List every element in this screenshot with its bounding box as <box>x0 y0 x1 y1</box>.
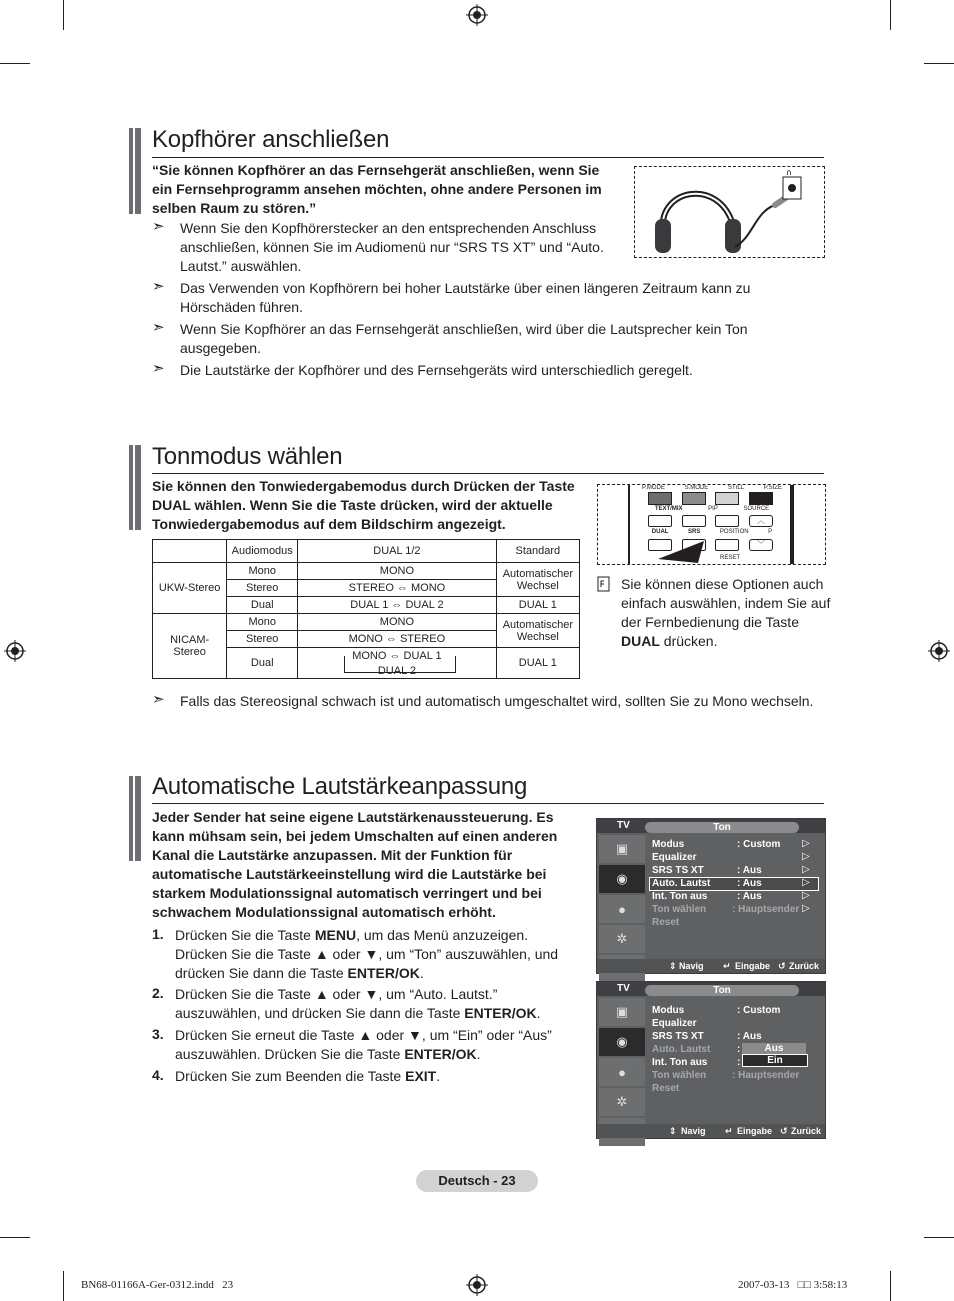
step-part: . <box>536 1005 541 1021</box>
note-text: Falls das Stereosignal schwach ist und automatisch umgeschaltet wird, sollten Sie zu Mono wechseln. <box>180 693 814 709</box>
navig-icon: ⇕ <box>669 1126 677 1136</box>
crop-mark <box>0 1237 30 1238</box>
step-part: , um das Menü anzuzeigen. Drücken Sie die Taste ▲ oder ▼, um “Ton” auszuwählen, und drücken Sie dann die Taste <box>175 927 559 981</box>
remote-label: S.MODE <box>684 485 709 491</box>
table-cell: MONO ⇔ STEREO <box>298 631 497 648</box>
crop-mark <box>890 1271 891 1301</box>
remote-label: RESET <box>720 555 741 561</box>
registration-mark-icon <box>4 640 26 662</box>
step-key: ENTER/OK <box>464 1005 537 1021</box>
table-cell: DUAL 1 <box>496 597 579 614</box>
osd-tv-label: TV <box>617 983 630 994</box>
remote-label: POSITION <box>719 529 749 535</box>
tip-note-icon <box>597 576 610 592</box>
osd-footer-label: Eingabe <box>737 1126 773 1136</box>
enter-icon: ↵ <box>725 1126 733 1136</box>
arrow-icon: ➣ <box>152 319 165 336</box>
osd-tv-label: TV <box>617 820 630 831</box>
source-key[interactable] <box>715 515 739 527</box>
remote-label: P.SIZE <box>763 485 782 491</box>
step-key: ENTER/OK <box>404 1046 477 1062</box>
osd-row-value: : Custom <box>737 839 781 850</box>
section-title-tonmodus: Tonmodus wählen <box>152 443 343 470</box>
step-part: Drücken Sie die Taste ▲ oder ▼, um “Auto. Lautst.” auszuwählen, und drücken Sie dann die Taste <box>175 986 498 1021</box>
table-cell: Automatischer Wechsel <box>496 563 579 597</box>
title-rule <box>152 473 824 474</box>
pmode-key[interactable] <box>648 492 672 505</box>
osd-footer <box>597 959 825 973</box>
remote-label: SRS <box>688 529 701 535</box>
osd-option-aus[interactable]: Aus <box>742 1043 806 1054</box>
psize-key[interactable] <box>749 492 773 505</box>
table-cell: NICAM-Stereo <box>153 614 227 679</box>
table-cell: UKW-Stereo <box>153 563 227 614</box>
print-timestamp: 2007-03-13 □□ 3:58:13 <box>738 1279 848 1291</box>
remote-label: P <box>768 529 773 535</box>
step-text <box>175 1067 575 1086</box>
osd-footer-label: Zurück <box>789 961 820 971</box>
picture-menu-icon[interactable]: ▣ <box>599 835 645 863</box>
tip-text <box>621 575 831 651</box>
osd-row[interactable]: Auto. Lautst <box>652 1044 711 1055</box>
osd-title: Ton <box>645 822 799 833</box>
remote-row <box>642 506 782 512</box>
osd-row[interactable] <box>652 839 684 850</box>
step-part: Drücken Sie erneut die Taste ▲ oder ▼, um “Ein” oder “Aus” auszuwählen. Drücken Sie die Taste <box>175 1027 552 1062</box>
table-cell: Mono <box>227 614 298 631</box>
table-cell: Stereo <box>227 580 298 597</box>
step-part: . <box>419 965 424 981</box>
step-text <box>175 985 575 1023</box>
channel-menu-icon[interactable]: ● <box>599 895 645 923</box>
osd-menu-ton <box>596 818 826 974</box>
osd-row-value: : Custom <box>737 1005 781 1016</box>
crop-mark <box>924 63 954 64</box>
osd-footer <box>597 1124 825 1138</box>
remote-label: DUAL <box>651 529 669 535</box>
dual-option: MONO ⇔ DUAL 1 <box>352 650 442 662</box>
remote-edge <box>790 485 794 564</box>
headphone-illustration <box>634 166 825 258</box>
osd-row[interactable]: SRS TS XT <box>652 865 704 876</box>
osd-footer-label: Navig <box>679 961 704 971</box>
crop-mark <box>63 1271 64 1301</box>
step-number: 4. <box>152 1067 164 1083</box>
note-text: Die Lautstärke der Kopfhörer und des Fernsehgeräts wird unterschiedlich geregelt. <box>180 362 693 378</box>
step-text <box>175 926 575 983</box>
osd-row[interactable]: Ton wählen <box>652 904 707 915</box>
crop-mark <box>890 0 891 30</box>
remote-label: SOURCE <box>743 506 770 512</box>
remote-label: TEXT/MIX <box>654 506 683 512</box>
remote-illustration <box>597 484 826 565</box>
step-number: 1. <box>152 926 164 942</box>
table-cell: Mono <box>227 563 298 580</box>
osd-option-ein[interactable]: Ein <box>742 1054 808 1067</box>
picture-menu-icon[interactable]: ▣ <box>599 998 645 1026</box>
step-part: . <box>436 1068 441 1084</box>
table-header: Standard <box>496 540 579 563</box>
return-icon: ↺ <box>778 961 786 971</box>
sound-menu-icon[interactable]: ◉ <box>599 865 645 893</box>
tip-text-bold: DUAL <box>621 633 660 649</box>
osd-row[interactable]: Equalizer <box>652 852 697 863</box>
osd-row[interactable]: Equalizer <box>652 1018 697 1029</box>
dual-option: DUAL 2 <box>377 665 416 677</box>
setup-menu-icon[interactable]: ✲ <box>599 1088 645 1116</box>
section-title-kopfhoerer: Kopfhörer anschließen <box>152 126 390 153</box>
table-cell: DUAL 1 <box>496 648 579 679</box>
pointer-arrow-icon <box>658 535 708 563</box>
osd-row-value: : Aus <box>737 1031 762 1042</box>
table-cell: Dual <box>227 648 298 679</box>
table-header: Audiomodus <box>227 540 298 563</box>
table-cell: MONO <box>298 614 497 631</box>
audio-mode-table <box>152 539 580 679</box>
section-bar <box>129 445 141 530</box>
step-number: 3. <box>152 1026 164 1042</box>
arrow-icon: ➣ <box>152 218 165 235</box>
channel-menu-icon[interactable]: ● <box>599 1058 645 1086</box>
osd-row-value: : Aus <box>737 878 762 889</box>
osd-row[interactable]: Auto. Lautst <box>652 878 711 889</box>
osd-footer-label: Navig <box>681 1126 706 1136</box>
section-lead: Sie können den Tonwiedergabemodus durch Drücken der Taste DUAL wählen. Wenn Sie die Taste drücken, wird der aktuelle Tonwiedergabemodus auf dem Bildschirm angezeigt. <box>152 478 575 532</box>
channel-down-key[interactable]: ﹀ <box>749 539 773 551</box>
osd-row[interactable]: Reset <box>652 917 680 928</box>
table-cell <box>298 648 497 679</box>
remote-label: STILL <box>728 485 745 491</box>
osd-row-value: : Aus <box>737 891 762 902</box>
page-number-badge: Deutsch - 23 <box>416 1170 538 1192</box>
osd-row-value: : <box>737 1057 741 1068</box>
osd-row[interactable]: Int. Ton aus <box>652 891 708 902</box>
table-cell: STEREO ⇔ MONO <box>298 580 497 597</box>
section-bar <box>129 128 141 214</box>
crop-mark <box>924 1237 954 1238</box>
note-text: Wenn Sie den Kopfhörerstecker an den entsprechenden Anschluss anschließen, können Sie im Audiomenü nur “SRS TS XT” und “Auto. Lautst.” auswählen. <box>180 220 604 274</box>
headphones-icon <box>635 167 824 257</box>
print-file-name: BN68-01166A-Ger-0312.indd 23 <box>81 1279 234 1291</box>
arrow-icon: ➣ <box>152 691 165 708</box>
remote-row <box>642 485 782 491</box>
crop-mark <box>0 63 30 64</box>
setup-menu-icon[interactable]: ✲ <box>599 925 645 953</box>
pip-key[interactable] <box>682 515 706 527</box>
channel-up-key[interactable]: ︿ <box>749 515 773 527</box>
note-text: Das Verwenden von Kopfhörern bei hoher Lautstärke über einen längeren Zeitraum kann zu Hörschäden führen. <box>180 280 751 315</box>
tip-text-part: drücken. <box>659 633 718 649</box>
enter-icon: ↵ <box>723 961 731 971</box>
step-number: 2. <box>152 985 164 1001</box>
arrow-icon: ➣ <box>152 360 165 377</box>
step-part: . <box>476 1046 481 1062</box>
osd-arrows: ▷ ▷ ▷ ▷ ▷ ▷ <box>802 838 810 914</box>
step-key: ENTER/OK <box>347 965 420 981</box>
section-lead: “Sie können Kopfhörer an das Fernsehgerät anschließen, wenn Sie ein Fernsehprogramm ansehen möchten, ohne andere Personen im selben Raum zu stören.” <box>152 162 602 216</box>
section-title-lautstaerke: Automatische Lautstärkeanpassung <box>152 773 528 800</box>
title-rule <box>152 803 824 804</box>
position-key[interactable] <box>715 539 739 551</box>
registration-mark-icon <box>466 4 488 26</box>
table-cell: Automatischer Wechsel <box>496 614 579 648</box>
note-text: Wenn Sie Kopfhörer an das Fernsehgerät anschließen, wird über die Lautsprecher kein Ton ausgegeben. <box>180 321 748 356</box>
step-part: Drücken Sie die Taste <box>175 927 315 943</box>
table-header: DUAL 1/2 <box>298 540 497 563</box>
table-cell: DUAL 1 ⇔ DUAL 2 <box>298 597 497 614</box>
textmix-key[interactable] <box>648 515 672 527</box>
remote-label: PIP <box>708 506 718 512</box>
osd-row-value: : <box>737 1044 741 1055</box>
osd-footer-label: Zurück <box>791 1126 822 1136</box>
osd-row[interactable]: Int. Ton aus <box>652 1057 708 1068</box>
crop-mark <box>63 0 64 30</box>
smode-key[interactable] <box>682 492 706 505</box>
osd-row[interactable]: Reset <box>652 1083 680 1094</box>
still-key[interactable] <box>715 492 739 505</box>
title-rule <box>152 157 824 158</box>
step-key: EXIT <box>405 1068 437 1084</box>
registration-mark-icon <box>466 1274 488 1296</box>
arrow-icon: ➣ <box>152 278 165 295</box>
osd-row[interactable]: SRS TS XT <box>652 1031 704 1042</box>
step-key: MENU <box>314 927 357 943</box>
table-cell: Dual <box>227 597 298 614</box>
registration-mark-icon <box>928 640 950 662</box>
navig-icon: ⇕ <box>669 961 677 971</box>
step-text <box>175 1026 575 1064</box>
osd-row[interactable]: Ton wählen <box>652 1070 707 1081</box>
table-header <box>153 540 227 563</box>
return-icon: ↺ <box>780 1126 788 1136</box>
osd-menu-ton <box>596 981 826 1139</box>
remote-label: P.MODE <box>642 485 665 491</box>
table-cell: Stereo <box>227 631 298 648</box>
remote-edge <box>628 485 630 564</box>
section-lead: Jeder Sender hat seine eigene Lautstärkenaussteuerung. Es kann mühsam sein, bei jedem Umschalten auf einen anderen Kanal die Lautstärke anzupassen. Mit der Funktion für automatische Lautstärkeeinstellung wird die Lautstärke bei starkem Modulationssignal automatisch verringert und bei schwachem Modulationssignal automatisch erhöht. <box>152 809 558 920</box>
osd-row-value: : Hauptsender <box>732 904 800 915</box>
svg-text:∩: ∩ <box>786 168 792 177</box>
table-cell: MONO <box>298 563 497 580</box>
osd-row[interactable]: Modus <box>652 1005 685 1016</box>
tip-text-part: Sie können diese Optionen auch einfach auswählen, indem Sie auf der Fernbedienung die Taste <box>621 576 831 630</box>
osd-title: Ton <box>645 985 799 996</box>
step-part: Drücken Sie zum Beenden die Taste <box>175 1068 406 1084</box>
osd-footer-label: Eingabe <box>735 961 771 971</box>
osd-row-label: Modus <box>652 839 685 850</box>
sound-menu-icon[interactable]: ◉ <box>599 1028 645 1056</box>
section-bar <box>129 776 141 861</box>
osd-row-value: : Aus <box>737 865 762 876</box>
osd-row-value: : Hauptsender <box>732 1070 800 1081</box>
